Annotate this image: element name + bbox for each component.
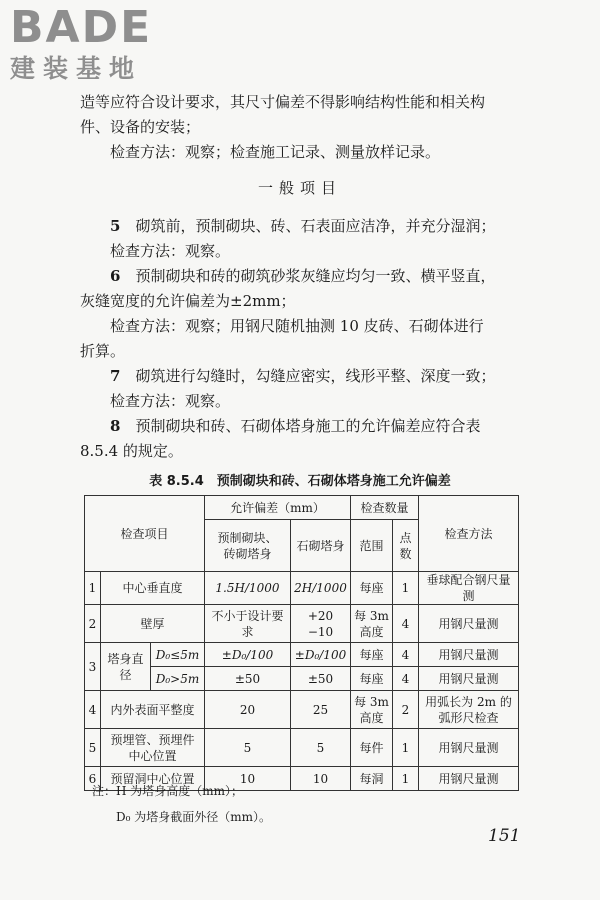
item-6-method: 检查方法：观察；用钢尺随机抽测 10 皮砖、石砌体进行 (110, 317, 484, 335)
row-sub-condition: D₀>5m (151, 667, 205, 691)
row-stone-line: −10 (307, 624, 334, 639)
item-text: 预制砌块和砖的砌筑砂浆灰缝应均匀一致、横平竖直， (135, 267, 496, 285)
item-text: 预制砌块和砖、石砌体塔身施工的允许偏差应符合表 (135, 417, 481, 435)
row-prefab: ±D₀/100 (205, 643, 291, 667)
table-row (85, 729, 519, 767)
paragraph-line: 造等应符合设计要求，其尺寸偏差不得影响结构性能和相关构 (80, 93, 486, 111)
row-range: 每件 (351, 729, 393, 767)
row-sub-condition: D₀≤5m (151, 643, 205, 667)
item-5-method: 检查方法：观察。 (110, 242, 231, 260)
row-stone: 5 (291, 729, 351, 767)
row-item-line: 预埋管、预埋件 (110, 732, 195, 747)
row-item (101, 729, 205, 767)
row-method: 垂球配合钢尺量测 (419, 572, 519, 605)
header-allowed-deviation: 允许偏差（mm） (205, 496, 351, 520)
tolerance-table (84, 495, 519, 791)
row-stone: ±D₀/100 (291, 643, 351, 667)
row-prefab: ±50 (205, 667, 291, 691)
header-points: 点数 (393, 520, 419, 572)
row-method: 用钢尺量测 (419, 767, 519, 791)
item-6-line-2: 灰缝宽度的允许偏差为±2mm； (80, 292, 296, 310)
row-item: 预留洞中心位置 (101, 767, 205, 791)
top-paragraphs (80, 90, 530, 165)
item-8-line-2: 8.5.4 的规定。 (80, 442, 183, 460)
row-prefab: 5 (205, 729, 291, 767)
header-range: 范围 (351, 520, 393, 572)
row-item: 塔身直径 (101, 643, 151, 691)
row-stone: 25 (291, 691, 351, 729)
table-header-row (85, 496, 519, 520)
row-number: 5 (85, 729, 101, 767)
row-stone: 2H/1000 (291, 572, 351, 605)
item-6 (80, 264, 530, 289)
row-prefab: 不小于设计要求 (205, 605, 291, 643)
row-item: 壁厚 (101, 605, 205, 643)
row-item-line: 中心位置 (128, 748, 177, 763)
row-number: 1 (85, 572, 101, 605)
row-stone: 10 (291, 767, 351, 791)
logo-wordmark: BADE (10, 2, 153, 53)
row-range: 每座 (351, 572, 393, 605)
row-points: 1 (393, 572, 419, 605)
header-check-quantity: 检查数量 (351, 496, 419, 520)
section-heading: 一般项目 (257, 179, 342, 197)
item-number: 6 (110, 267, 121, 285)
header-stone: 石砌塔身 (291, 520, 351, 572)
item-5 (80, 214, 530, 239)
note-line: 注：H 为塔身高度（mm）； (92, 784, 244, 798)
row-stone-line: +20 (307, 608, 334, 623)
header-check-item: 检查项目 (85, 496, 205, 572)
logo-subtitle: 建装基地 (10, 54, 143, 83)
row-points: 2 (393, 691, 419, 729)
item-text: 砌筑前，预制砌块、砖、石表面应洁净，并充分湿润； (135, 217, 496, 235)
row-number: 2 (85, 605, 101, 643)
header-prefab-line: 砖砌塔身 (223, 546, 272, 561)
row-prefab: 1.5H/1000 (205, 572, 291, 605)
row-points: 4 (393, 605, 419, 643)
row-points: 1 (393, 767, 419, 791)
item-number: 8 (110, 417, 121, 435)
note-line: D₀ 为塔身截面外径（mm）。 (116, 810, 272, 824)
item-text: 砌筑进行勾缝时，勾缝应密实，线形平整、深度一致； (135, 367, 496, 385)
table-row (85, 572, 519, 605)
row-range (351, 691, 393, 729)
row-method: 用钢尺量测 (419, 643, 519, 667)
row-method-line: 用弧长为 2m 的 (425, 694, 512, 709)
table-title: 表 8.5.4 预制砌块和砖、石砌体塔身施工允许偏差 (149, 474, 451, 489)
row-prefab: 10 (205, 767, 291, 791)
paragraph-line: 件、设备的安装； (80, 118, 201, 136)
row-range-line: 高度 (359, 710, 384, 725)
item-number: 5 (110, 217, 121, 235)
row-method-line: 弧形尺检查 (438, 710, 499, 725)
row-method: 用钢尺量测 (419, 605, 519, 643)
item-8 (80, 414, 530, 439)
header-prefab (205, 520, 291, 572)
row-range-line: 高度 (359, 624, 384, 639)
row-number: 4 (85, 691, 101, 729)
row-points: 4 (393, 643, 419, 667)
row-method: 用钢尺量测 (419, 729, 519, 767)
row-item: 内外表面平整度 (101, 691, 205, 729)
item-7-method: 检查方法：观察。 (110, 392, 231, 410)
item-6-method-line-2: 折算。 (80, 342, 126, 360)
row-points: 4 (393, 667, 419, 691)
bade-logo (10, 2, 190, 84)
row-range (351, 605, 393, 643)
inspection-method-line: 检查方法：观察；检查施工记录、测量放样记录。 (110, 143, 441, 161)
page-number: 151 (488, 826, 521, 846)
row-range-line: 每 3m (354, 694, 389, 709)
table-row (85, 691, 519, 729)
row-prefab: 20 (205, 691, 291, 729)
item-7 (80, 364, 530, 389)
table-row (85, 667, 519, 691)
row-stone (291, 605, 351, 643)
row-number: 6 (85, 767, 101, 791)
row-range: 每座 (351, 667, 393, 691)
table-row (85, 605, 519, 643)
table-row (85, 643, 519, 667)
item-number: 7 (110, 367, 121, 385)
header-prefab-line: 预制砌块、 (217, 530, 278, 545)
row-points: 1 (393, 729, 419, 767)
row-range: 每洞 (351, 767, 393, 791)
row-method (419, 691, 519, 729)
row-range: 每座 (351, 643, 393, 667)
row-stone: ±50 (291, 667, 351, 691)
table-notes (92, 778, 271, 830)
row-item: 中心垂直度 (101, 572, 205, 605)
row-range-line: 每 3m (354, 608, 389, 623)
row-number: 3 (85, 643, 101, 691)
header-method: 检查方法 (419, 496, 519, 572)
row-method: 用钢尺量测 (419, 667, 519, 691)
items-block (80, 214, 530, 464)
